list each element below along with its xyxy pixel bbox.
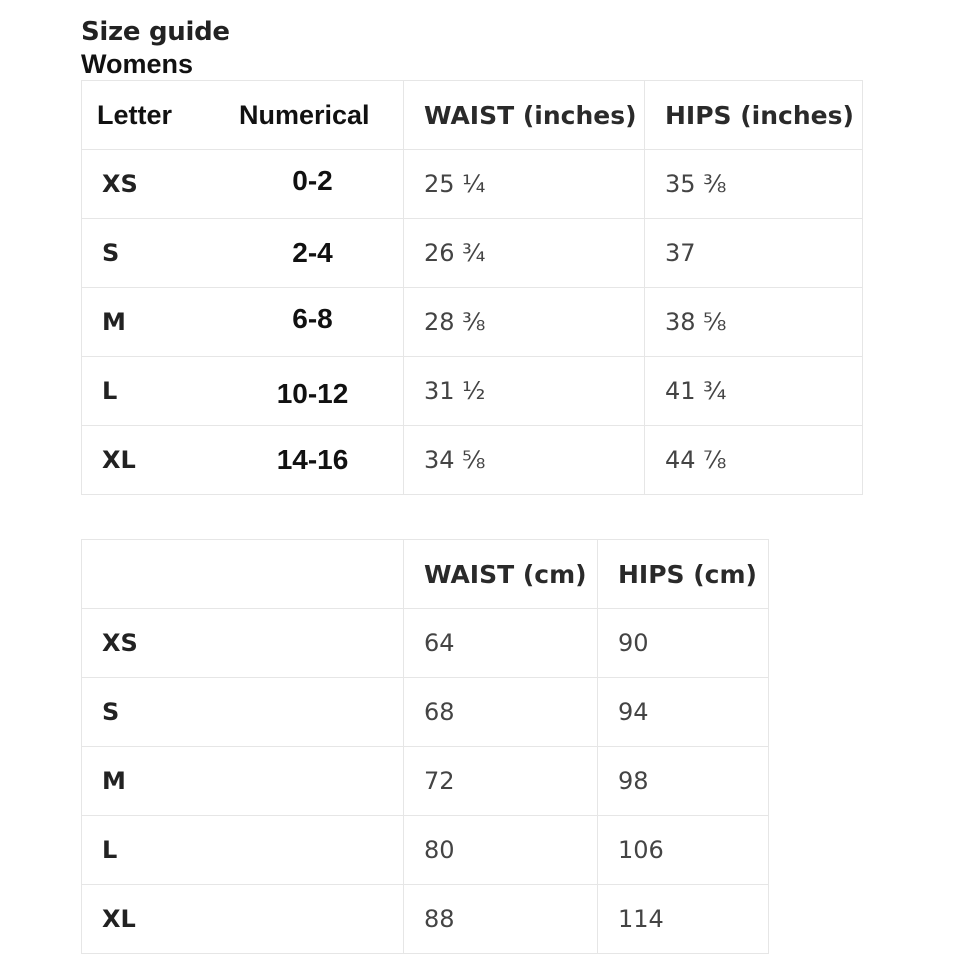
waist-inches-value: 26 ¾: [404, 219, 645, 288]
table-row: [82, 357, 863, 426]
size-letter: XL: [82, 426, 222, 495]
waist-cm-value: 64: [404, 609, 598, 678]
waist-cm-value: 80: [404, 816, 598, 885]
size-numerical: 10-12: [222, 357, 404, 426]
hips-inches-value: 37: [645, 219, 863, 288]
hips-inches-value: 41 ¾: [645, 357, 863, 426]
size-numerical: 2-4: [222, 219, 404, 288]
size-numerical: 0-2: [222, 150, 404, 219]
table-header-row: [82, 540, 769, 609]
hips-cm-value: 106: [598, 816, 769, 885]
table-row: [82, 150, 863, 219]
table-row: [82, 219, 863, 288]
size-numerical: 14-16: [222, 426, 404, 495]
table-row: [82, 678, 769, 747]
waist-inches-value: 25 ¼: [404, 150, 645, 219]
page-subtitle: Womens: [81, 49, 194, 79]
waist-cm-value: 72: [404, 747, 598, 816]
size-letter: XL: [82, 885, 404, 954]
hips-cm-value: 94: [598, 678, 769, 747]
size-letter: XS: [82, 609, 404, 678]
waist-inches-value: 31 ½: [404, 357, 645, 426]
hips-cm-value: 98: [598, 747, 769, 816]
size-table-inches: [81, 80, 863, 495]
table-row: [82, 816, 769, 885]
table-row: [82, 609, 769, 678]
column-header-hips-inches: HIPS (inches): [645, 81, 863, 150]
size-table-cm: [81, 539, 769, 954]
column-header-waist-inches: WAIST (inches): [404, 81, 645, 150]
size-letter: L: [82, 357, 222, 426]
column-header-hips-cm: HIPS (cm): [598, 540, 769, 609]
table-row: [82, 288, 863, 357]
hips-inches-value: 38 ⅝: [645, 288, 863, 357]
table-row: [82, 426, 863, 495]
column-header-numerical: Numerical: [222, 81, 404, 150]
hips-cm-value: 90: [598, 609, 769, 678]
waist-cm-value: 88: [404, 885, 598, 954]
column-header-size: [82, 540, 404, 609]
table-row: [82, 885, 769, 954]
waist-inches-value: 28 ⅜: [404, 288, 645, 357]
table-header-row: [82, 81, 863, 150]
size-letter: M: [82, 747, 404, 816]
hips-inches-value: 44 ⅞: [645, 426, 863, 495]
waist-inches-value: 34 ⅝: [404, 426, 645, 495]
hips-inches-value: 35 ⅜: [645, 150, 863, 219]
size-letter: M: [82, 288, 222, 357]
page-title: Size guide: [81, 17, 230, 47]
size-letter: XS: [82, 150, 222, 219]
waist-cm-value: 68: [404, 678, 598, 747]
size-letter: S: [82, 678, 404, 747]
size-letter: S: [82, 219, 222, 288]
hips-cm-value: 114: [598, 885, 769, 954]
column-header-waist-cm: WAIST (cm): [404, 540, 598, 609]
column-header-letter: Letter: [82, 81, 222, 150]
size-numerical: 6-8: [222, 288, 404, 357]
size-letter: L: [82, 816, 404, 885]
table-row: [82, 747, 769, 816]
